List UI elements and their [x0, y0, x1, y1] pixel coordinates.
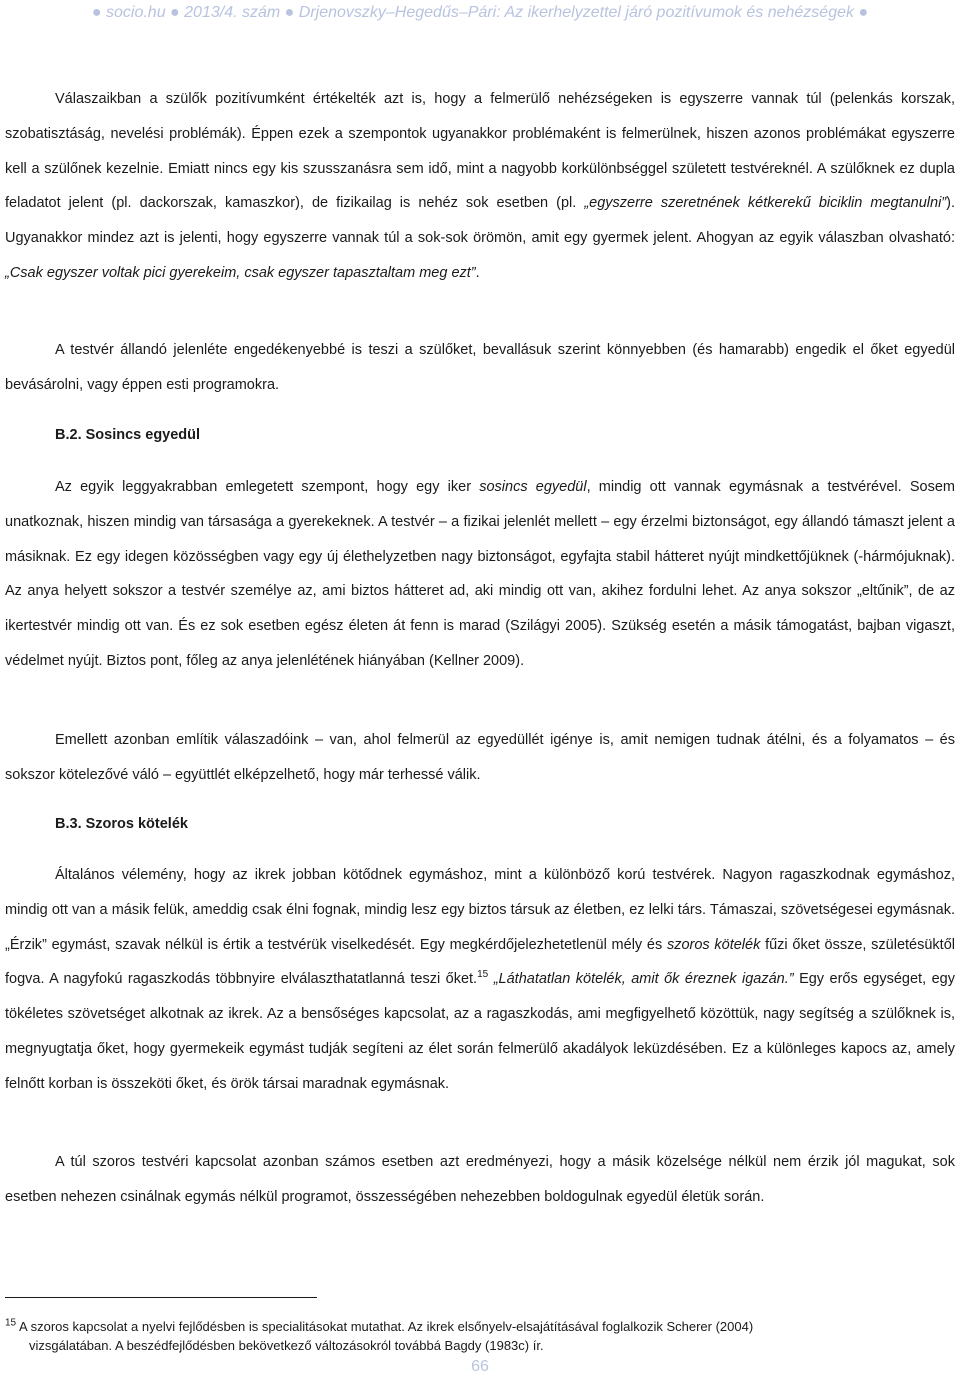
quote-lathatatlan: „Láthatatlan kötelék, amit ők éreznek igazán.” [488, 971, 794, 988]
paragraph-1-text-a: Válaszaikban a szülők pozitívumként értékelték azt is, hogy a felmerülő nehézségeken is egyszerre vannak túl (pelenkás korszak, szobatisztáság, nevelési problémák). Éppen ezek a szempontok ugyanakkor problémaként is felmerülnek, hiszen azonos problémákat egyszerre kell a szülőnek kezelnie. Emiatt nincs egy kis szusszanásra sem idő, mint a nagyobb korkülönbséggel született testvéreknél. A szülőknek ez dupla feladatot jelent (pl. dackorszak, kamaszkor), de fizikailag is nehéz sok esetben (pl. [5, 91, 955, 212]
paragraph-6: A túl szoros testvéri kapcsolat azonban számos esetben azt eredményezi, hogy a másik közelsége nélkül nem érzik jól magukat, sok esetben nehezen csinálnak egymás nélkül programot, összességében nehezebben boldogulnak egyedül életük során. [5, 1154, 955, 1205]
footnote-ref-15[interactable]: 15 [477, 969, 489, 981]
footnote-line-1: A szoros kapcsolat a nyelvi fejlődésben is specialitásokat mutathat. Az ikrek elsőnyelv-elsajátításával foglalkozik Scherer (2004) [16, 1319, 754, 1334]
footnote-line-2: vizsgálatában. A beszédfejlődésben bekövetkező változásokról továbbá Bagdy (1983c) ír. [29, 1338, 544, 1353]
paragraph-1 [5, 82, 955, 291]
paragraph-5-text-c: Egy erős egységet, egy tökéletes szövetséget alkotnak az ikrek. Az a bensőséges kapcsolat, az a ragaszkodás, ami megfigyelhető közöttük, nagy segítség a szülőknek is, megnyugtatja őket, hogy gyermekeik egymást tudják segíteni az élet során felmerülő akadályok leküzdésében. Ez a különleges kapocs az, amely felnőtt korban is összeköti őket, és örök társai maradnak egymásnak. [5, 971, 955, 1092]
quote-once: „Csak egyszer voltak pici gyerekeim, csak egyszer tapasztaltam meg ezt” [5, 264, 476, 281]
paragraph-3 [5, 470, 955, 679]
quote-bicycle: „egyszerre szeretnének kétkerekű biciklin megtanulni” [584, 195, 947, 212]
section-heading-b3: B.3. Szoros kötelék [55, 816, 188, 832]
paragraph-5 [5, 858, 955, 1102]
footnote-number: 15 [5, 1317, 17, 1329]
paragraph-2: A testvér állandó jelenléte engedékenyebbé is teszi a szülőket, bevallásuk szerint könnyebben (és hamarabb) engedik el őket egyedül bevásárolni, vagy éppen esti programokra. [5, 342, 955, 393]
paragraph-1-text-b: ). Ugyanakkor mindez azt is jelenti, hogy egyszerre vannak túl a sok-sok örömön, amit egy gyermek jelent. Ahogyan az egyik válaszban olvasható: [5, 195, 955, 247]
paragraph-4: Emellett azonban említik válaszadóink – van, ahol felmerül az egyedüllét igénye is, amit nemigen tudnak átélni, és a folyamatos – és sokszor kötelezővé váló – együttlét elképzelhető, hogy már terhessé válik. [5, 732, 955, 783]
footnote-separator [5, 1297, 317, 1298]
paragraph-1-text-c: . [475, 264, 480, 281]
emphasis-szoros-kotelek: szoros kötelék [666, 936, 761, 953]
paragraph-3-text-b: , mindig ott vannak egymásnak a testvérével. Sosem unatkoznak, hiszen mindig van társasága a gyerekeknek. A testvér – a fizikai jelenlét mellett – egy érzelmi biztonságot, egy állandó támaszt jelent a másiknak. Ez egy idegen közösségben vagy egy új élethelyzetben nagy biztonságot, egyfajta stabil hátteret nyújt mindkettőjüknek (-hármójuknak). Az anya helyett sokszor a testvér személye az, ami biztos hátteret ad, aki mindig ott van, akihez fordulni lehet. Az anya sokszor „eltűnik”, de az ikertestvér mindig ott van. És ez sok esetben egész életen át fenn is marad (Szilágyi 2005). Szükség esetén a másik támogatást, bajban vigaszt, védelmet nyújt. Biztos pont, főleg az anya jelenlétének hiányában (Kellner 2009). [5, 479, 956, 669]
paragraph-5-text-b: fűzi őket össze, születésüktől fogva. A nagyfokú ragaszkodás többnyire elválaszthatatlanná teszi őket. [5, 936, 955, 988]
page-number: 66 [471, 1358, 489, 1375]
paragraph-3-text-a: Az egyik leggyakrabban emlegetett szempont, hogy egy iker [55, 479, 480, 495]
running-header: ● socio.hu ● 2013/4. szám ● Drjenovszky–Hegedűs–Pári: Az ikerhelyzettel járó pozitívumok és nehézségek ● [91, 4, 869, 21]
section-heading-b2: B.2. Sosincs egyedül [55, 427, 201, 443]
paragraph-5-text-a: Általános vélemény, hogy az ikrek jobban kötődnek egymáshoz, mint a különböző korú testvérek. Nagyon ragaszkodnak egymáshoz, mindig ott van a másik felük, ameddig csak élni fognak, mindig lesz egy biztos társuk az életben, ez lelki társ. Támaszai, szövetségesei egymásnak. „Érzik” egymást, szavak nélkül is értik a testvérük viselkedését. Egy megkérdőjelezhetetlenül mély és [5, 867, 955, 953]
emphasis-sosincs-egyedul: sosincs egyedül [479, 479, 587, 495]
footnote-15 [5, 1317, 945, 1355]
